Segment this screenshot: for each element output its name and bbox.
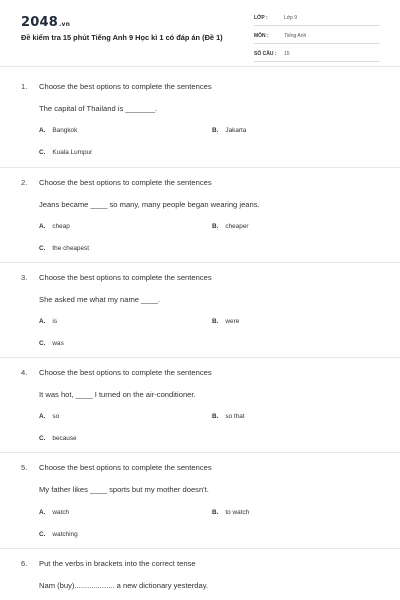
option-text: so that xyxy=(225,413,245,420)
question-prompt: Choose the best options to complete the sentences xyxy=(39,463,212,472)
option-b[interactable] xyxy=(212,509,249,516)
option-key: C. xyxy=(39,340,46,347)
option-text: is xyxy=(52,318,58,325)
option-text: Kuala Lumpur xyxy=(52,149,93,156)
page-title: Đề kiểm tra 15 phút Tiếng Anh 9 Học kì 1 có đáp án (Đề 1) xyxy=(21,33,223,42)
meta-row-count xyxy=(254,50,380,62)
option-text: cheap xyxy=(52,223,70,230)
option-c[interactable] xyxy=(39,435,77,442)
option-a[interactable] xyxy=(39,127,77,134)
question-sentence: Jeans became ____ so many, many people began wearing jeans. xyxy=(39,200,260,209)
question-sentence: She asked me what my name ____. xyxy=(39,295,161,304)
option-text: so xyxy=(52,413,60,420)
option-text: watching xyxy=(52,531,78,538)
option-text: were xyxy=(225,318,240,325)
question-prompt: Choose the best options to complete the sentences xyxy=(39,82,212,91)
option-c[interactable] xyxy=(39,340,64,347)
question-prompt: Choose the best options to complete the sentences xyxy=(39,273,212,282)
question-prompt: Choose the best options to complete the sentences xyxy=(39,178,212,187)
site-logo[interactable] xyxy=(21,15,70,30)
option-c[interactable] xyxy=(39,149,92,156)
option-key: A. xyxy=(39,127,46,134)
option-key: C. xyxy=(39,149,46,156)
meta-value: 15 xyxy=(284,51,290,57)
meta-key: MÔN : xyxy=(254,33,269,39)
option-text: was xyxy=(52,340,64,347)
meta-value: Lớp 9 xyxy=(284,15,298,21)
option-key: C. xyxy=(39,245,46,252)
meta-key: SỐ CÂU : xyxy=(254,51,277,57)
meta-row-class xyxy=(254,14,380,26)
option-key: A. xyxy=(39,223,46,230)
divider xyxy=(0,357,400,358)
option-b[interactable] xyxy=(212,223,249,230)
option-key: A. xyxy=(39,413,46,420)
option-key: B. xyxy=(212,509,219,516)
question-number: 4. xyxy=(21,368,28,377)
option-key: B. xyxy=(212,223,219,230)
option-text: Bangkok xyxy=(52,127,78,134)
option-text: Jakarta xyxy=(225,127,247,134)
question-number: 1. xyxy=(21,82,28,91)
option-a[interactable] xyxy=(39,318,57,325)
option-key: C. xyxy=(39,435,46,442)
option-text: because xyxy=(52,435,77,442)
option-b[interactable] xyxy=(212,318,239,325)
exam-meta xyxy=(254,14,380,68)
question-prompt: Choose the best options to complete the sentences xyxy=(39,368,212,377)
option-key: A. xyxy=(39,318,46,325)
divider xyxy=(0,452,400,453)
option-key: B. xyxy=(212,318,219,325)
meta-key: LỚP : xyxy=(254,15,268,21)
option-c[interactable] xyxy=(39,245,89,252)
option-b[interactable] xyxy=(212,127,246,134)
question-number: 6. xyxy=(21,559,28,568)
option-text: watch xyxy=(52,509,70,516)
option-a[interactable] xyxy=(39,509,69,516)
option-b[interactable] xyxy=(212,413,245,420)
page-header xyxy=(0,0,400,70)
question-number: 5. xyxy=(21,463,28,472)
divider xyxy=(0,66,400,67)
divider xyxy=(0,262,400,263)
option-key: A. xyxy=(39,509,46,516)
question-sentence: It was hot, ____ I turned on the air-conditioner. xyxy=(39,390,196,399)
question-number: 3. xyxy=(21,273,28,282)
logo-text: 2048 xyxy=(21,15,58,30)
option-a[interactable] xyxy=(39,223,70,230)
option-key: B. xyxy=(212,127,219,134)
question-prompt: Put the verbs in brackets into the correct tense xyxy=(39,559,196,568)
option-key: B. xyxy=(212,413,219,420)
option-key: C. xyxy=(39,531,46,538)
option-c[interactable] xyxy=(39,531,78,538)
option-text: cheaper xyxy=(225,223,249,230)
option-a[interactable] xyxy=(39,413,59,420)
meta-value: Tiếng Anh xyxy=(284,33,307,39)
divider xyxy=(0,548,400,549)
question-sentence: Nam (buy)................... a new dictionary yesterday. xyxy=(39,581,209,590)
logo-tld: .vn xyxy=(58,21,71,28)
option-text: to watch xyxy=(225,509,250,516)
divider xyxy=(0,167,400,168)
meta-row-subject xyxy=(254,32,380,44)
option-text: the cheapest xyxy=(52,245,90,252)
question-number: 2. xyxy=(21,178,28,187)
question-sentence: The capital of Thailand is _______. xyxy=(39,104,158,113)
question-sentence: My father likes ____ sports but my mother doesn't. xyxy=(39,485,209,494)
